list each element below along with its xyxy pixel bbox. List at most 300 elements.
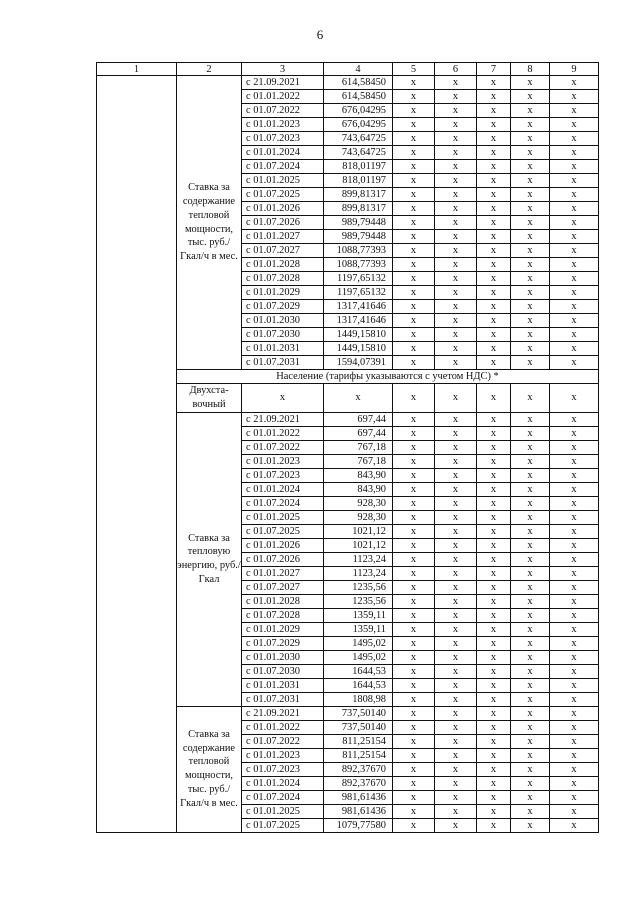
mark-cell: х — [393, 272, 435, 286]
mark-cell: х — [511, 776, 550, 790]
date-cell: с 21.09.2021 — [242, 412, 324, 426]
mark-cell: х — [477, 510, 511, 524]
mark-cell: х — [550, 384, 599, 413]
mark-cell: х — [435, 188, 477, 202]
date-cell: с 01.01.2028 — [242, 594, 324, 608]
mark-cell: х — [393, 818, 435, 832]
mark-cell: х — [393, 496, 435, 510]
mark-cell: х — [511, 482, 550, 496]
mark-cell: х — [550, 692, 599, 706]
date-cell: с 01.01.2023 — [242, 118, 324, 132]
mark-cell: х — [550, 608, 599, 622]
mark-cell: х — [435, 412, 477, 426]
date-cell: с 01.07.2027 — [242, 580, 324, 594]
value-cell: 1495,02 — [324, 636, 393, 650]
mark-cell: х — [435, 748, 477, 762]
date-cell: с 01.07.2031 — [242, 692, 324, 706]
date-cell: с 01.01.2028 — [242, 258, 324, 272]
mark-cell: х — [393, 650, 435, 664]
mark-cell: х — [435, 314, 477, 328]
mark-cell: х — [393, 580, 435, 594]
mark-cell: х — [435, 734, 477, 748]
mark-cell: х — [511, 454, 550, 468]
date-cell: с 01.07.2027 — [242, 244, 324, 258]
mark-cell: х — [435, 216, 477, 230]
mark-cell: х — [393, 286, 435, 300]
mark-cell: х — [435, 76, 477, 90]
mark-cell: х — [550, 342, 599, 356]
blank-cell — [97, 76, 177, 370]
section-row — [97, 370, 599, 384]
mark-cell: х — [511, 258, 550, 272]
date-cell: с 01.07.2025 — [242, 818, 324, 832]
value-cell: 981,61436 — [324, 804, 393, 818]
mark-cell: х — [477, 678, 511, 692]
mark-cell: х — [550, 132, 599, 146]
value-cell: 1079,77580 — [324, 818, 393, 832]
mark-cell: х — [477, 706, 511, 720]
mark-cell: х — [435, 482, 477, 496]
two-part-row — [97, 384, 599, 413]
mark-cell: х — [511, 594, 550, 608]
value-cell: 1594,07391 — [324, 356, 393, 370]
mark-cell: х — [435, 384, 477, 413]
mark-cell: х — [393, 342, 435, 356]
mark-cell: х — [477, 734, 511, 748]
mark-cell: х — [435, 496, 477, 510]
mark-cell: х — [435, 776, 477, 790]
mark-cell: х — [511, 608, 550, 622]
mark-cell: х — [393, 244, 435, 258]
mark-cell: х — [393, 804, 435, 818]
mark-cell: х — [477, 720, 511, 734]
value-cell: 743,64725 — [324, 132, 393, 146]
mark-cell: х — [435, 426, 477, 440]
mark-cell: х — [435, 664, 477, 678]
mark-cell: х — [393, 790, 435, 804]
blank-cell — [97, 384, 177, 413]
mark-cell: х — [477, 608, 511, 622]
value-cell: 676,04295 — [324, 104, 393, 118]
mark-cell: х — [477, 160, 511, 174]
mark-cell: х — [435, 160, 477, 174]
mark-cell: х — [550, 440, 599, 454]
value-cell: 899,81317 — [324, 188, 393, 202]
blank-cell — [97, 370, 177, 384]
mark-cell: х — [393, 104, 435, 118]
mark-cell: х — [550, 216, 599, 230]
mark-cell: х — [550, 202, 599, 216]
date-cell: с 01.07.2025 — [242, 188, 324, 202]
date-cell: с 01.01.2031 — [242, 678, 324, 692]
value-cell: 1449,15810 — [324, 342, 393, 356]
mark-cell: х — [435, 454, 477, 468]
mark-cell: х — [550, 90, 599, 104]
mark-cell: х — [550, 314, 599, 328]
mark-cell: х — [511, 804, 550, 818]
value-cell: 892,37670 — [324, 776, 393, 790]
table-body — [97, 63, 599, 833]
blank-cell — [97, 412, 177, 832]
mark-cell: х — [435, 118, 477, 132]
mark-cell: х — [393, 524, 435, 538]
mark-cell: х — [435, 328, 477, 342]
value-cell: 899,81317 — [324, 202, 393, 216]
value-cell: 1235,56 — [324, 594, 393, 608]
rate-label: Ставка за содержание тепловой мощности, тыс. руб./Гкал/ч в мес. — [177, 706, 242, 832]
mark-cell: х — [393, 678, 435, 692]
mark-cell: х — [511, 468, 550, 482]
mark-cell: х — [393, 510, 435, 524]
mark-cell: х — [550, 230, 599, 244]
tariff-table — [96, 62, 599, 833]
mark-cell: х — [511, 216, 550, 230]
date-cell: с 01.07.2029 — [242, 300, 324, 314]
header-cell: 2 — [177, 63, 242, 76]
mark-cell: х — [393, 734, 435, 748]
header-cell: 4 — [324, 63, 393, 76]
mark-cell: х — [511, 76, 550, 90]
mark-cell: х — [550, 650, 599, 664]
value-cell: 1021,12 — [324, 524, 393, 538]
date-cell: с 01.07.2022 — [242, 440, 324, 454]
value-cell: 737,50140 — [324, 706, 393, 720]
mark-cell: х — [550, 356, 599, 370]
mark-cell: х — [435, 818, 477, 832]
mark-cell: х — [550, 188, 599, 202]
mark-cell: х — [477, 286, 511, 300]
table-row — [97, 76, 599, 90]
mark-cell: х — [477, 244, 511, 258]
mark-cell: х — [511, 104, 550, 118]
mark-cell: х — [511, 118, 550, 132]
mark-cell: х — [550, 328, 599, 342]
value-cell: 1317,41646 — [324, 314, 393, 328]
date-cell: с 01.01.2024 — [242, 776, 324, 790]
mark-cell: х — [511, 244, 550, 258]
mark-cell: х — [477, 230, 511, 244]
mark-cell: х — [435, 552, 477, 566]
mark-cell: х — [324, 384, 393, 413]
mark-cell: х — [511, 132, 550, 146]
date-cell: с 01.07.2022 — [242, 104, 324, 118]
mark-cell: х — [477, 174, 511, 188]
mark-cell: х — [477, 146, 511, 160]
mark-cell: х — [393, 188, 435, 202]
mark-cell: х — [511, 664, 550, 678]
header-cell: 6 — [435, 63, 477, 76]
date-cell: с 01.01.2025 — [242, 804, 324, 818]
mark-cell: х — [511, 314, 550, 328]
mark-cell: х — [477, 300, 511, 314]
mark-cell: х — [435, 706, 477, 720]
mark-cell: х — [393, 454, 435, 468]
mark-cell: х — [477, 272, 511, 286]
value-cell: 1359,11 — [324, 608, 393, 622]
mark-cell: х — [550, 118, 599, 132]
mark-cell: х — [477, 356, 511, 370]
value-cell: 811,25154 — [324, 734, 393, 748]
mark-cell: х — [477, 384, 511, 413]
mark-cell: х — [393, 468, 435, 482]
date-cell: с 01.07.2026 — [242, 552, 324, 566]
value-cell: 767,18 — [324, 454, 393, 468]
mark-cell: х — [477, 76, 511, 90]
mark-cell: х — [550, 160, 599, 174]
mark-cell: х — [511, 286, 550, 300]
mark-cell: х — [477, 104, 511, 118]
mark-cell: х — [477, 454, 511, 468]
value-cell: 1235,56 — [324, 580, 393, 594]
mark-cell: х — [477, 818, 511, 832]
mark-cell: х — [477, 664, 511, 678]
date-cell: с 01.01.2030 — [242, 314, 324, 328]
mark-cell: х — [477, 482, 511, 496]
mark-cell: х — [511, 356, 550, 370]
mark-cell: х — [550, 104, 599, 118]
mark-cell: х — [435, 608, 477, 622]
mark-cell: х — [511, 440, 550, 454]
mark-cell: х — [435, 258, 477, 272]
value-cell: 892,37670 — [324, 762, 393, 776]
mark-cell: х — [477, 622, 511, 636]
mark-cell: х — [550, 146, 599, 160]
mark-cell: х — [477, 118, 511, 132]
mark-cell: х — [511, 552, 550, 566]
mark-cell: х — [477, 188, 511, 202]
mark-cell: х — [550, 412, 599, 426]
mark-cell: х — [550, 664, 599, 678]
mark-cell: х — [511, 188, 550, 202]
value-cell: 928,30 — [324, 510, 393, 524]
mark-cell: х — [393, 692, 435, 706]
mark-cell: х — [393, 230, 435, 244]
mark-cell: х — [435, 202, 477, 216]
value-cell: 989,79448 — [324, 230, 393, 244]
mark-cell: х — [435, 356, 477, 370]
mark-cell: х — [477, 328, 511, 342]
value-cell: 614,58450 — [324, 90, 393, 104]
date-cell: с 01.01.2026 — [242, 538, 324, 552]
mark-cell: х — [550, 510, 599, 524]
mark-cell: х — [550, 496, 599, 510]
mark-cell: х — [550, 454, 599, 468]
mark-cell: х — [477, 762, 511, 776]
rate-label: Ставка за тепловую энергию, руб./Гкал — [177, 412, 242, 706]
mark-cell: х — [477, 216, 511, 230]
rate-label: Ставка за содержание тепловой мощности, тыс. руб./Гкал/ч в мес. — [177, 76, 242, 370]
date-cell: с 01.07.2029 — [242, 636, 324, 650]
mark-cell: х — [435, 720, 477, 734]
mark-cell: х — [477, 258, 511, 272]
mark-cell: х — [477, 552, 511, 566]
mark-cell: х — [435, 174, 477, 188]
mark-cell: х — [550, 762, 599, 776]
mark-cell: х — [477, 804, 511, 818]
mark-cell: х — [393, 258, 435, 272]
mark-cell: х — [435, 790, 477, 804]
date-cell: с 01.01.2025 — [242, 174, 324, 188]
date-cell: с 01.01.2022 — [242, 90, 324, 104]
date-cell: с 01.01.2029 — [242, 286, 324, 300]
mark-cell: х — [550, 818, 599, 832]
date-cell: с 01.01.2025 — [242, 510, 324, 524]
mark-cell: х — [477, 314, 511, 328]
mark-cell: х — [511, 426, 550, 440]
mark-cell: х — [511, 510, 550, 524]
date-cell: с 01.07.2023 — [242, 468, 324, 482]
value-cell: 1088,77393 — [324, 258, 393, 272]
mark-cell: х — [550, 720, 599, 734]
mark-cell: х — [550, 286, 599, 300]
mark-cell: х — [477, 132, 511, 146]
mark-cell: х — [393, 356, 435, 370]
mark-cell: х — [511, 524, 550, 538]
mark-cell: х — [550, 426, 599, 440]
mark-cell: х — [550, 524, 599, 538]
value-cell: 697,44 — [324, 412, 393, 426]
date-cell: с 01.07.2023 — [242, 132, 324, 146]
value-cell: 737,50140 — [324, 720, 393, 734]
mark-cell: х — [435, 594, 477, 608]
mark-cell: х — [477, 636, 511, 650]
mark-cell: х — [550, 622, 599, 636]
mark-cell: х — [511, 566, 550, 580]
mark-cell: х — [435, 636, 477, 650]
value-cell: 981,61436 — [324, 790, 393, 804]
mark-cell: х — [393, 118, 435, 132]
mark-cell: х — [511, 342, 550, 356]
header-cell: 9 — [550, 63, 599, 76]
value-cell: 767,18 — [324, 440, 393, 454]
mark-cell: х — [435, 468, 477, 482]
mark-cell: х — [477, 90, 511, 104]
header-cell: 7 — [477, 63, 511, 76]
mark-cell: х — [435, 524, 477, 538]
date-cell: с 01.01.2027 — [242, 230, 324, 244]
mark-cell: х — [511, 720, 550, 734]
mark-cell: х — [435, 762, 477, 776]
mark-cell: х — [435, 692, 477, 706]
mark-cell: х — [435, 244, 477, 258]
mark-cell: х — [477, 776, 511, 790]
mark-cell: х — [435, 622, 477, 636]
date-cell: с 01.01.2027 — [242, 566, 324, 580]
date-cell: с 21.09.2021 — [242, 76, 324, 90]
value-cell: 1123,24 — [324, 566, 393, 580]
mark-cell: х — [550, 804, 599, 818]
mark-cell: х — [435, 146, 477, 160]
mark-cell: х — [550, 300, 599, 314]
mark-cell: х — [393, 426, 435, 440]
mark-cell: х — [477, 594, 511, 608]
value-cell: 697,44 — [324, 426, 393, 440]
two-part-label: Двухста-вочный — [177, 384, 242, 413]
mark-cell: х — [435, 440, 477, 454]
mark-cell: х — [393, 202, 435, 216]
mark-cell: х — [477, 468, 511, 482]
mark-cell: х — [393, 608, 435, 622]
mark-cell: х — [550, 636, 599, 650]
mark-cell: х — [511, 90, 550, 104]
mark-cell: х — [477, 748, 511, 762]
mark-cell: х — [550, 776, 599, 790]
mark-cell: х — [511, 580, 550, 594]
header-cell: 5 — [393, 63, 435, 76]
date-cell: с 01.07.2024 — [242, 790, 324, 804]
value-cell: 1449,15810 — [324, 328, 393, 342]
mark-cell: х — [550, 566, 599, 580]
mark-cell: х — [550, 76, 599, 90]
mark-cell: х — [435, 286, 477, 300]
mark-cell: х — [435, 272, 477, 286]
mark-cell: х — [511, 692, 550, 706]
mark-cell: х — [393, 664, 435, 678]
mark-cell: х — [393, 412, 435, 426]
header-cell: 8 — [511, 63, 550, 76]
mark-cell: х — [435, 104, 477, 118]
mark-cell: х — [435, 678, 477, 692]
mark-cell: х — [393, 594, 435, 608]
mark-cell: х — [511, 678, 550, 692]
mark-cell: х — [511, 636, 550, 650]
mark-cell: х — [393, 160, 435, 174]
mark-cell: х — [550, 174, 599, 188]
mark-cell: х — [393, 748, 435, 762]
date-cell: с 01.07.2026 — [242, 216, 324, 230]
mark-cell: х — [550, 538, 599, 552]
value-cell: 818,01197 — [324, 160, 393, 174]
mark-cell: х — [511, 706, 550, 720]
header-cell: 1 — [97, 63, 177, 76]
value-cell: 1808,98 — [324, 692, 393, 706]
date-cell: с 01.01.2024 — [242, 146, 324, 160]
mark-cell: х — [477, 202, 511, 216]
mark-cell: х — [477, 426, 511, 440]
mark-cell: х — [435, 566, 477, 580]
value-cell: 989,79448 — [324, 216, 393, 230]
mark-cell: х — [435, 300, 477, 314]
date-cell: с 01.07.2024 — [242, 160, 324, 174]
mark-cell: х — [550, 468, 599, 482]
mark-cell: х — [511, 748, 550, 762]
value-cell: 843,90 — [324, 482, 393, 496]
mark-cell: х — [435, 650, 477, 664]
mark-cell: х — [393, 146, 435, 160]
date-cell: с 01.01.2030 — [242, 650, 324, 664]
mark-cell: х — [550, 482, 599, 496]
mark-cell: х — [477, 412, 511, 426]
mark-cell: х — [435, 342, 477, 356]
mark-cell: х — [511, 146, 550, 160]
mark-cell: х — [393, 384, 435, 413]
mark-cell: х — [511, 762, 550, 776]
mark-cell: х — [435, 804, 477, 818]
mark-cell: х — [511, 328, 550, 342]
mark-cell: х — [550, 706, 599, 720]
mark-cell: х — [393, 216, 435, 230]
mark-cell: х — [393, 174, 435, 188]
mark-cell: х — [242, 384, 324, 413]
date-cell: с 01.01.2022 — [242, 426, 324, 440]
mark-cell: х — [550, 678, 599, 692]
mark-cell: х — [435, 90, 477, 104]
mark-cell: х — [511, 538, 550, 552]
mark-cell: х — [511, 496, 550, 510]
mark-cell: х — [393, 300, 435, 314]
date-cell: с 21.09.2021 — [242, 706, 324, 720]
mark-cell: х — [477, 580, 511, 594]
